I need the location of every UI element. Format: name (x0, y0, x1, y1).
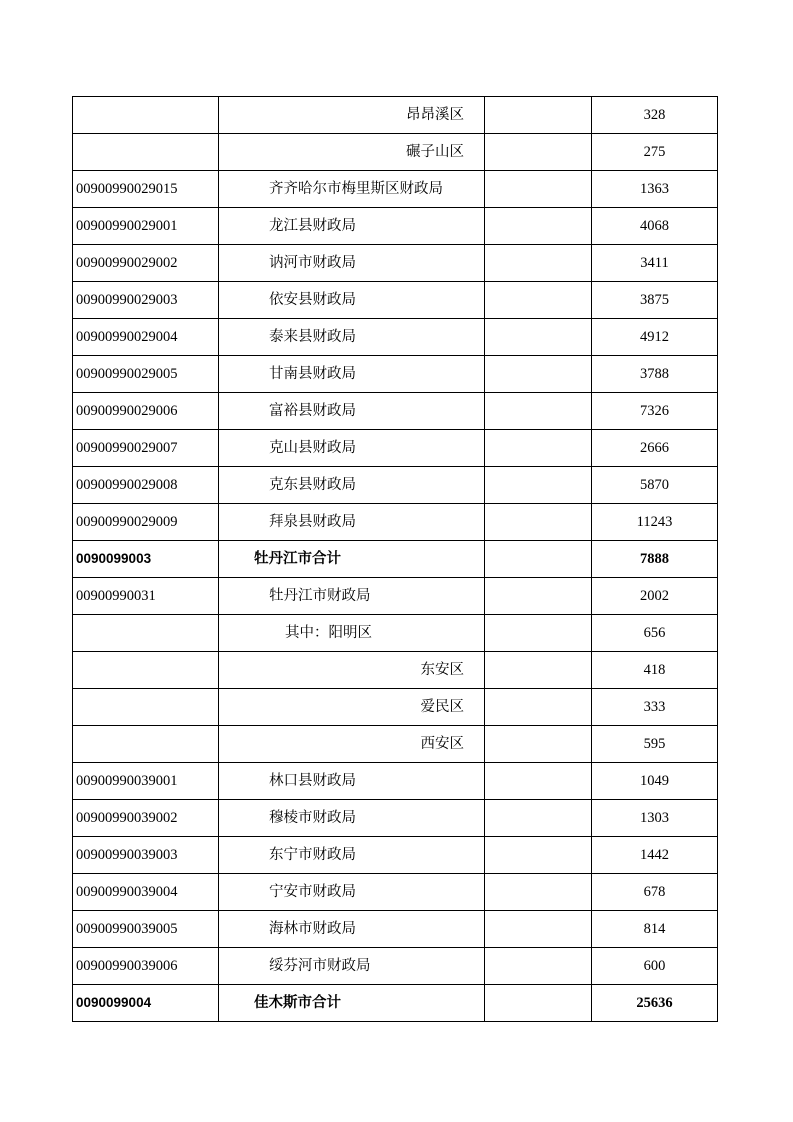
empty-cell (485, 282, 592, 319)
unit-name-cell: 拜泉县财政局 (219, 504, 485, 541)
empty-cell (485, 911, 592, 948)
unit-code-cell: 00900990029009 (73, 504, 219, 541)
table-total-row (73, 985, 718, 1022)
table-row (73, 948, 718, 985)
amount-cell: 5870 (592, 467, 718, 504)
empty-cell (485, 541, 592, 578)
unit-name-cell: 穆棱市财政局 (219, 800, 485, 837)
empty-cell (485, 171, 592, 208)
unit-code-cell: 00900990029004 (73, 319, 219, 356)
unit-code-cell: 00900990029007 (73, 430, 219, 467)
unit-name-cell: 林口县财政局 (219, 763, 485, 800)
unit-code-cell (73, 689, 219, 726)
unit-name-cell: 甘南县财政局 (219, 356, 485, 393)
budget-table (72, 96, 718, 1022)
empty-cell (485, 467, 592, 504)
unit-name-cell: 爱民区 (219, 689, 485, 726)
unit-name-cell: 佳木斯市合计 (219, 985, 485, 1022)
amount-cell: 600 (592, 948, 718, 985)
amount-cell: 3788 (592, 356, 718, 393)
table-row (73, 615, 718, 652)
amount-cell: 418 (592, 652, 718, 689)
empty-cell (485, 319, 592, 356)
unit-name-cell: 东宁市财政局 (219, 837, 485, 874)
table-row (73, 134, 718, 171)
empty-cell (485, 393, 592, 430)
table-row (73, 171, 718, 208)
unit-name-cell: 绥芬河市财政局 (219, 948, 485, 985)
amount-cell: 2002 (592, 578, 718, 615)
unit-code-cell: 00900990029006 (73, 393, 219, 430)
unit-name-cell: 牡丹江市合计 (219, 541, 485, 578)
table-row (73, 97, 718, 134)
unit-code-cell: 00900990039001 (73, 763, 219, 800)
unit-code-cell: 00900990029003 (73, 282, 219, 319)
amount-cell: 3411 (592, 245, 718, 282)
unit-name-cell: 宁安市财政局 (219, 874, 485, 911)
amount-cell: 656 (592, 615, 718, 652)
unit-code-cell: 00900990029015 (73, 171, 219, 208)
unit-code-cell (73, 652, 219, 689)
unit-code-cell (73, 134, 219, 171)
empty-cell (485, 800, 592, 837)
unit-name-cell: 牡丹江市财政局 (219, 578, 485, 615)
unit-name-cell: 齐齐哈尔市梅里斯区财政局 (219, 171, 485, 208)
amount-cell: 333 (592, 689, 718, 726)
empty-cell (485, 948, 592, 985)
table-row (73, 652, 718, 689)
empty-cell (485, 615, 592, 652)
table-row (73, 504, 718, 541)
unit-code-cell (73, 726, 219, 763)
empty-cell (485, 97, 592, 134)
amount-cell: 595 (592, 726, 718, 763)
unit-code-cell: 00900990029002 (73, 245, 219, 282)
unit-code-cell: 00900990039005 (73, 911, 219, 948)
unit-code-cell: 00900990031 (73, 578, 219, 615)
amount-cell: 1363 (592, 171, 718, 208)
amount-cell: 11243 (592, 504, 718, 541)
amount-cell: 4912 (592, 319, 718, 356)
table-total-row (73, 541, 718, 578)
unit-code-cell: 00900990029008 (73, 467, 219, 504)
empty-cell (485, 726, 592, 763)
amount-cell: 1049 (592, 763, 718, 800)
unit-code-cell: 00900990039003 (73, 837, 219, 874)
table-row (73, 319, 718, 356)
amount-cell: 4068 (592, 208, 718, 245)
unit-name-cell: 龙江县财政局 (219, 208, 485, 245)
unit-code-cell: 0090099004 (73, 985, 219, 1022)
unit-name-cell: 富裕县财政局 (219, 393, 485, 430)
amount-cell: 678 (592, 874, 718, 911)
unit-code-cell: 00900990039006 (73, 948, 219, 985)
unit-name-cell: 讷河市财政局 (219, 245, 485, 282)
empty-cell (485, 504, 592, 541)
empty-cell (485, 652, 592, 689)
table-body (73, 97, 718, 1022)
amount-cell: 2666 (592, 430, 718, 467)
unit-name-cell: 西安区 (219, 726, 485, 763)
empty-cell (485, 245, 592, 282)
table-row (73, 911, 718, 948)
unit-name-cell: 克东县财政局 (219, 467, 485, 504)
table-row (73, 245, 718, 282)
amount-cell: 7888 (592, 541, 718, 578)
empty-cell (485, 763, 592, 800)
table-row (73, 356, 718, 393)
empty-cell (485, 985, 592, 1022)
table-row (73, 208, 718, 245)
unit-name-cell: 海林市财政局 (219, 911, 485, 948)
table-row (73, 837, 718, 874)
empty-cell (485, 356, 592, 393)
empty-cell (485, 430, 592, 467)
unit-code-cell (73, 615, 219, 652)
unit-name-cell: 其中：阳明区 (219, 615, 485, 652)
empty-cell (485, 578, 592, 615)
table-row (73, 726, 718, 763)
amount-cell: 7326 (592, 393, 718, 430)
amount-cell: 1303 (592, 800, 718, 837)
table-row (73, 689, 718, 726)
unit-code-cell (73, 97, 219, 134)
empty-cell (485, 134, 592, 171)
empty-cell (485, 689, 592, 726)
amount-cell: 1442 (592, 837, 718, 874)
table-row (73, 874, 718, 911)
amount-cell: 3875 (592, 282, 718, 319)
table-row (73, 430, 718, 467)
table-row (73, 578, 718, 615)
unit-code-cell: 0090099003 (73, 541, 219, 578)
table-row (73, 763, 718, 800)
unit-code-cell: 00900990029001 (73, 208, 219, 245)
amount-cell: 275 (592, 134, 718, 171)
amount-cell: 814 (592, 911, 718, 948)
empty-cell (485, 837, 592, 874)
empty-cell (485, 874, 592, 911)
unit-code-cell: 00900990039004 (73, 874, 219, 911)
unit-code-cell: 00900990039002 (73, 800, 219, 837)
amount-cell: 25636 (592, 985, 718, 1022)
empty-cell (485, 208, 592, 245)
table-row (73, 467, 718, 504)
table-row (73, 393, 718, 430)
amount-cell: 328 (592, 97, 718, 134)
table-row (73, 800, 718, 837)
unit-name-cell: 东安区 (219, 652, 485, 689)
unit-name-cell: 克山县财政局 (219, 430, 485, 467)
unit-name-cell: 碾子山区 (219, 134, 485, 171)
table-row (73, 282, 718, 319)
unit-code-cell: 00900990029005 (73, 356, 219, 393)
unit-name-cell: 昂昂溪区 (219, 97, 485, 134)
unit-name-cell: 依安县财政局 (219, 282, 485, 319)
unit-name-cell: 泰来县财政局 (219, 319, 485, 356)
